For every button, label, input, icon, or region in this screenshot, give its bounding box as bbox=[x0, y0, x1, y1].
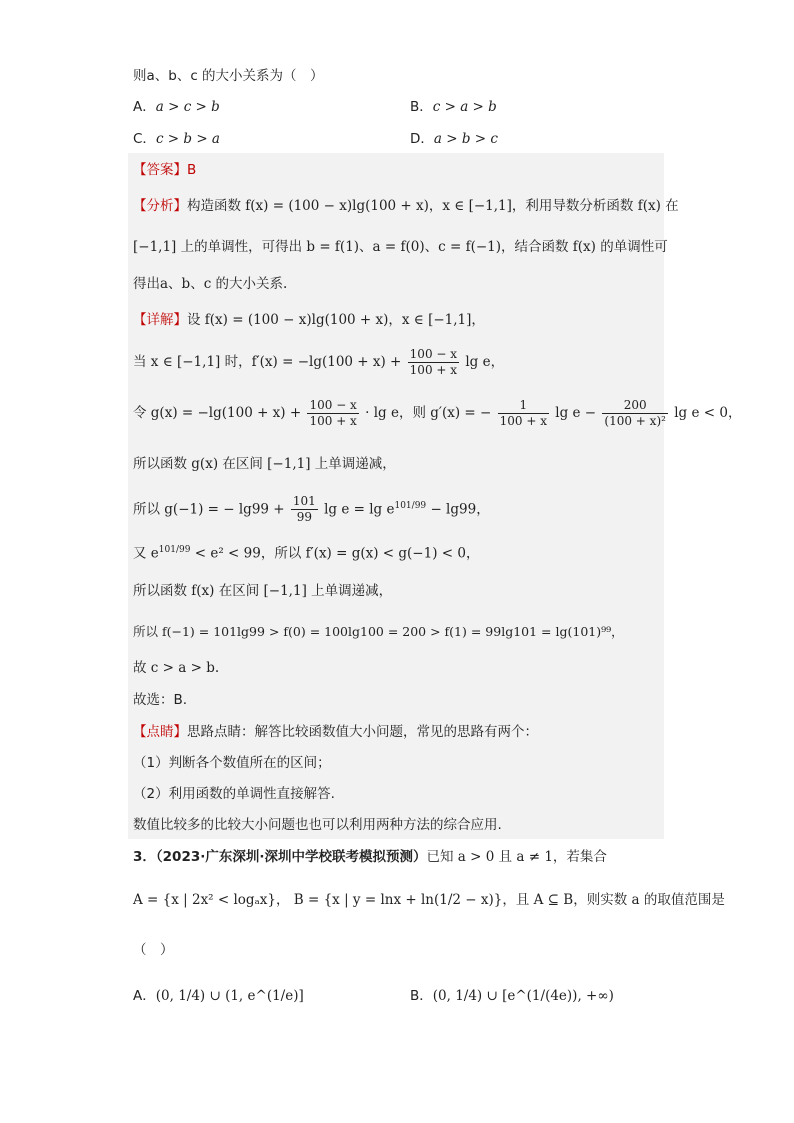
analysis-line-2: [−1,1] 上的单调性，可得出 b = f(1)、a = f(0)、c = f(−1)，结合函数 f(x) 的单调性可 bbox=[133, 239, 668, 255]
question3-header: 3．（2023·广东深圳·深圳中学校联考模拟预测）已知 a > 0 且 a ≠ 1，若集合 bbox=[133, 849, 607, 865]
option-d: D．a > b > c bbox=[410, 131, 498, 147]
answer-line: 【答案】B bbox=[133, 162, 197, 178]
option-b: B．c > a > b bbox=[410, 99, 497, 115]
point-line-1: 【点睛】思路点睛：解答比较函数值大小问题，常见的思路有两个： bbox=[133, 724, 538, 740]
detail-line-2: 当 x ∈ [−1,1] 时，f′(x) = −lg(100 + x) + $\frac{100 - x}{100 + x}$ lg e， bbox=[133, 346, 505, 377]
detail-line-7: 所以函数 f(x) 在区间 [−1,1] 上单调递减， bbox=[133, 583, 393, 599]
detail-line-3: 令 g(x) = −lg(100 + x) + $\frac{100 - x}{100 + x}$ · lg e，则 g′(x) = − $\frac{1}{100 + x}$ lg e − $\frac{200}{\text{(100 + x)²}}$ lg e < 0， bbox=[133, 397, 742, 428]
detail-line-4: 所以函数 g(x) 在区间 [−1,1] 上单调递减， bbox=[133, 456, 396, 472]
detail-line-1: 【详解】设 f(x) = (100 − x)lg(100 + x)，x ∈ [−1,1]， bbox=[133, 312, 485, 328]
fraction: $\frac{101}{99}$ bbox=[292, 494, 316, 524]
detail-line-9: 故 c > a > b. bbox=[133, 660, 220, 676]
question3-paren: （ ） bbox=[133, 942, 174, 958]
point-line-4: 数值比较多的比较大小问题也也可以利用两种方法的综合应用. bbox=[133, 817, 502, 833]
analysis-line-3: 得出a、b、c 的大小关系. bbox=[133, 276, 288, 292]
analysis-line-1: 【分析】构造函数 f(x) = (100 − x)lg(100 + x)，x ∈ [−1,1]，利用导数分析函数 f(x) 在 bbox=[133, 198, 679, 214]
detail-line-5: 所以 g(−1) = − lg99 + $\frac{101}{99}$ $\lg e = \lg e^{101/99} - \lg 99$， bbox=[133, 494, 490, 524]
detail-line-6: 又 $e^{101/99} < e^2 < 99$，所以 f′(x) = g(x) < g(−1) < 0， bbox=[133, 545, 480, 562]
fraction: $\frac{100 - x}{100 + x}$ bbox=[409, 346, 458, 377]
question3-sets: A = {x | 2x² < logₐx}， B = {x | y = lnx + ln(1/2 − x)}，且 A ⊆ B，则实数 a 的取值范围是 bbox=[133, 892, 725, 908]
choose-line: 故选：B. bbox=[133, 692, 188, 708]
fraction: $\frac{1}{100 + x}$ bbox=[499, 397, 547, 428]
q3-option-a: A．(0, 1/4) ∪ (1, e^(1/e)] bbox=[133, 988, 304, 1004]
option-c: C．c > b > a bbox=[133, 131, 220, 147]
point-line-3: （2）利用函数的单调性直接解答. bbox=[133, 786, 335, 802]
fraction: $\frac{200}{\text{(100 + x)²}}$ bbox=[604, 397, 666, 428]
question-stem: 则a、b、c 的大小关系为（ ） bbox=[133, 68, 324, 84]
option-a: A．a > c > b bbox=[133, 99, 220, 115]
detail-line-8: 所以 f(−1) = 101lg99 > f(0) = 100lg100 = 200 > f(1) = 99lg101 = lg(101)⁹⁹， bbox=[133, 624, 624, 639]
point-line-2: （1）判断各个数值所在的区间； bbox=[133, 755, 331, 771]
fraction: $\frac{100 - x}{100 + x}$ bbox=[309, 397, 357, 428]
q3-option-b: B．(0, 1/4) ∪ [e^(1/(4e)), +∞) bbox=[410, 988, 614, 1004]
